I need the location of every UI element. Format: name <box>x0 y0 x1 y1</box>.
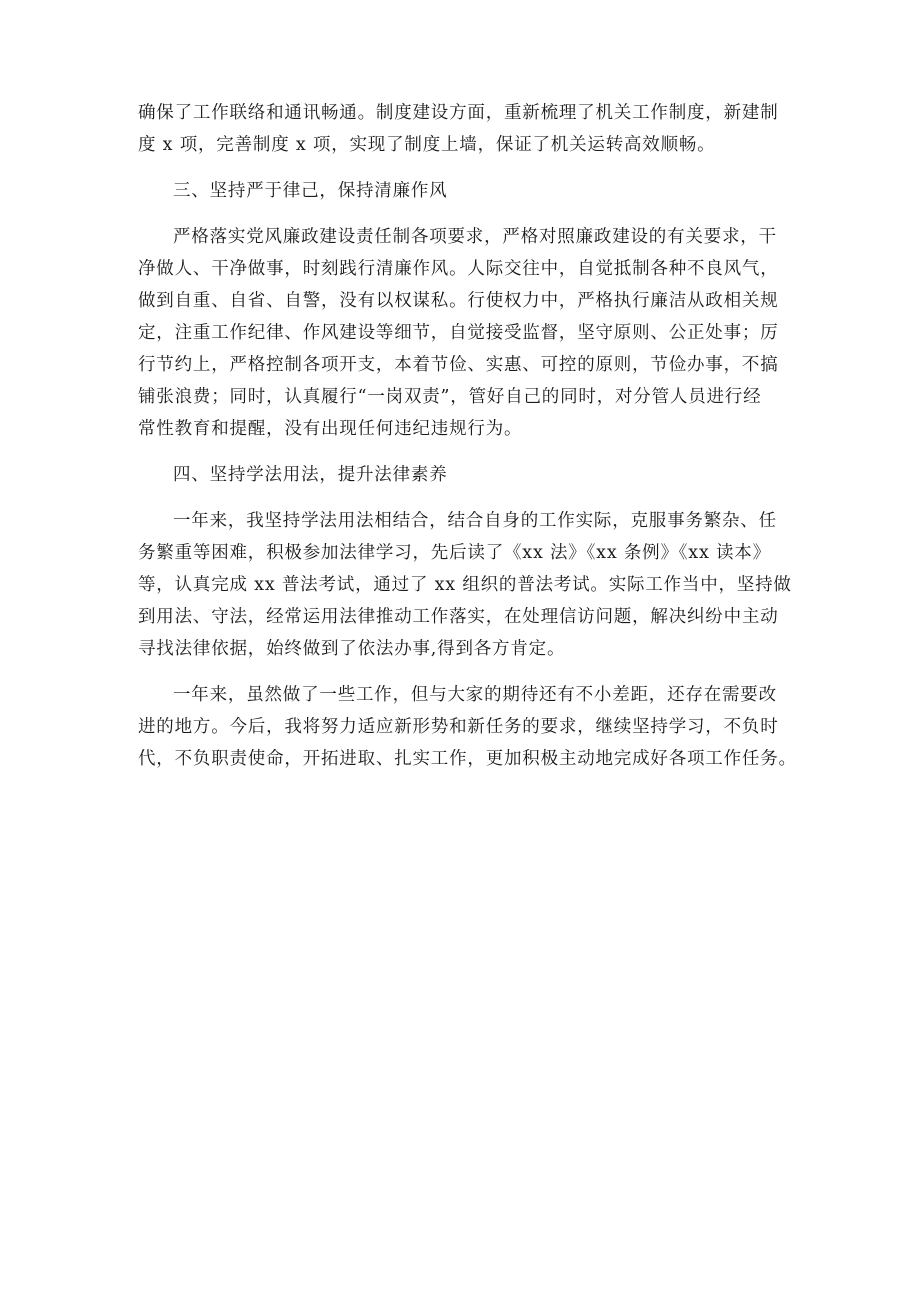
text-line: 进的地方。今后，我将努力适应新形势和新任务的要求，继续坚持学习，不负时 <box>138 717 779 737</box>
section-heading-three <box>138 175 788 207</box>
section-heading-four <box>138 459 788 491</box>
text-line: 行节约上，严格控制各项开支，本着节俭、实惠、可控的原则，节俭办事，不搞 <box>138 355 779 375</box>
text-line: 度 x 项，完善制度 x 项，实现了制度上墙，保证了机关运转高效顺畅。 <box>138 135 716 155</box>
heading-text: 三、坚持严于律己，保持清廉作风 <box>173 181 448 201</box>
document-body <box>138 97 797 789</box>
paragraph-conclusion <box>138 679 797 775</box>
text-line: 等，认真完成 xx 普法考试，通过了 xx 组织的普法考试。实际工作当中，坚持做 <box>138 575 792 595</box>
text-line: 铺张浪费；同时，认真履行“一岗双责”，管好自己的同时，对分管人员进行经 <box>138 387 762 407</box>
text-line: 到用法、守法，经常运用法律推动工作落实，在处理信访问题，解决纠纷中主动 <box>138 607 779 627</box>
text-line: 做到自重、自省、自警，没有以权谋私。行使权力中，严格执行廉洁从政相关规 <box>138 291 779 311</box>
paragraph-institution-building <box>138 97 788 161</box>
paragraph-integrity <box>138 221 788 445</box>
text-line: 寻找法律依据，始终做到了依法办事,得到各方肯定。 <box>138 639 566 659</box>
text-line: 代，不负职责使命，开拓进取、扎实工作，更加积极主动地完成好各项工作任务。 <box>138 749 797 769</box>
paragraph-law-study <box>138 505 792 665</box>
text-line: 务繁重等困难，积极参加法律学习，先后读了《xx 法》《xx 条例》《xx 读本》 <box>138 543 771 563</box>
text-line: 一年来，虽然做了一些工作，但与大家的期待还有不小差距，还存在需要改 <box>173 685 777 705</box>
text-line: 定，注重工作纪律、作风建设等细节，自觉接受监督，坚守原则、公正处事；厉 <box>138 323 779 343</box>
text-line: 严格落实党风廉政建设责任制各项要求，严格对照廉政建设的有关要求，干 <box>173 227 777 247</box>
heading-text: 四、坚持学法用法，提升法律素养 <box>173 465 448 485</box>
text-line: 确保了工作联络和通讯畅通。制度建设方面，重新梳理了机关工作制度，新建制 <box>138 103 779 123</box>
text-line: 净做人、干净做事，时刻践行清廉作风。人际交往中，自觉抵制各种不良风气， <box>138 259 779 279</box>
text-line: 一年来，我坚持学法用法相结合，结合自身的工作实际，克服事务繁杂、任 <box>173 511 777 531</box>
text-line: 常性教育和提醒，没有出现任何违纪违规行为。 <box>138 419 523 439</box>
